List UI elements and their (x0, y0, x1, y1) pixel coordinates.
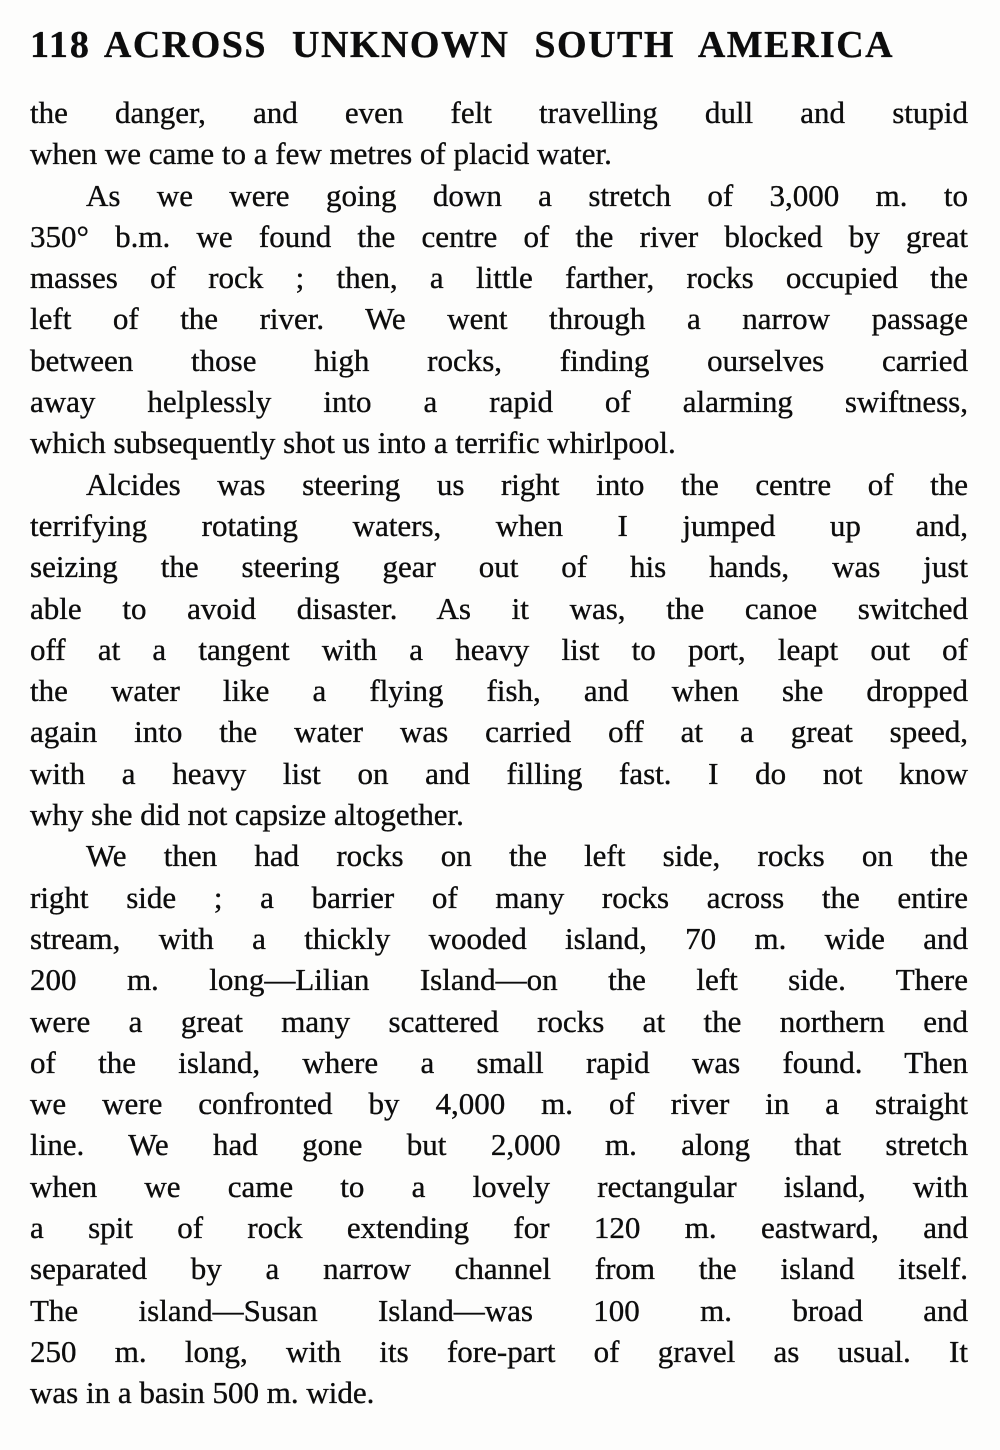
text-line: left of the river. We went through a narrow passage (30, 301, 968, 337)
text-line: between those high rocks, finding ourselves carried (30, 342, 968, 378)
text-line: masses of rock ; then, a little farther, rocks occupied the (30, 260, 968, 296)
text-line: line. We had gone but 2,000 m. along that stretch (30, 1127, 968, 1163)
running-title: ACROSS UNKNOWN SOUTH AMERICA (103, 24, 895, 66)
text-line: As we were going down a stretch of 3,000 m. to (86, 177, 968, 213)
text-line: able to avoid disaster. As it was, the canoe switched (30, 590, 968, 626)
text-line: of the island, where a small rapid was found. Then (30, 1044, 968, 1080)
text-line: which subsequently shot us into a terrific whirlpool. (30, 425, 676, 461)
text-line: a spit of rock extending for 120 m. eastward, and (30, 1210, 968, 1246)
text-line: was in a basin 500 m. wide. (30, 1375, 375, 1411)
text-line: We then had rocks on the left side, rocks on the (86, 838, 968, 874)
text-line: we were confronted by 4,000 m. of river in a straight (30, 1086, 968, 1122)
text-line: 250 m. long, with its fore-part of gravel as usual. It (30, 1333, 968, 1369)
text-line: stream, with a thickly wooded island, 70 m. wide and (30, 920, 968, 956)
text-line: the danger, and even felt travelling dull and stupid (30, 95, 968, 130)
text-line: away helplessly into a rapid of alarming swiftness, (30, 384, 968, 420)
text-line: again into the water was carried off at a great speed, (30, 714, 968, 750)
text-line: The island—Susan Island—was 100 m. broad and (30, 1292, 968, 1328)
text-line: seizing the steering gear out of his hands, was just (30, 549, 968, 585)
text-line: when we came to a lovely rectangular island, with (30, 1168, 968, 1204)
text-line: with a heavy list on and filling fast. I do not know (30, 755, 968, 791)
running-head (30, 20, 968, 70)
text-line: why she did not capsize altogether. (30, 797, 464, 833)
text-line: Alcides was steering us right into the centre of the (86, 466, 968, 502)
page-number: 118 (30, 24, 91, 66)
text-line: separated by a narrow channel from the island itself. (30, 1251, 968, 1287)
text-line: when we came to a few metres of placid water. (30, 136, 612, 172)
text-line: the water like a flying fish, and when she dropped (30, 673, 968, 709)
text-line: right side ; a barrier of many rocks across the entire (30, 879, 968, 915)
text-line: terrifying rotating waters, when I jumped up and, (30, 507, 968, 543)
page-body (30, 92, 968, 1414)
text-line: 200 m. long—Lilian Island—on the left side. There (30, 962, 968, 998)
text-line: 350° b.m. we found the centre of the river blocked by great (30, 218, 968, 254)
text-line: were a great many scattered rocks at the northern end (30, 1003, 968, 1039)
text-line: off at a tangent with a heavy list to port, leapt out of (30, 631, 968, 667)
